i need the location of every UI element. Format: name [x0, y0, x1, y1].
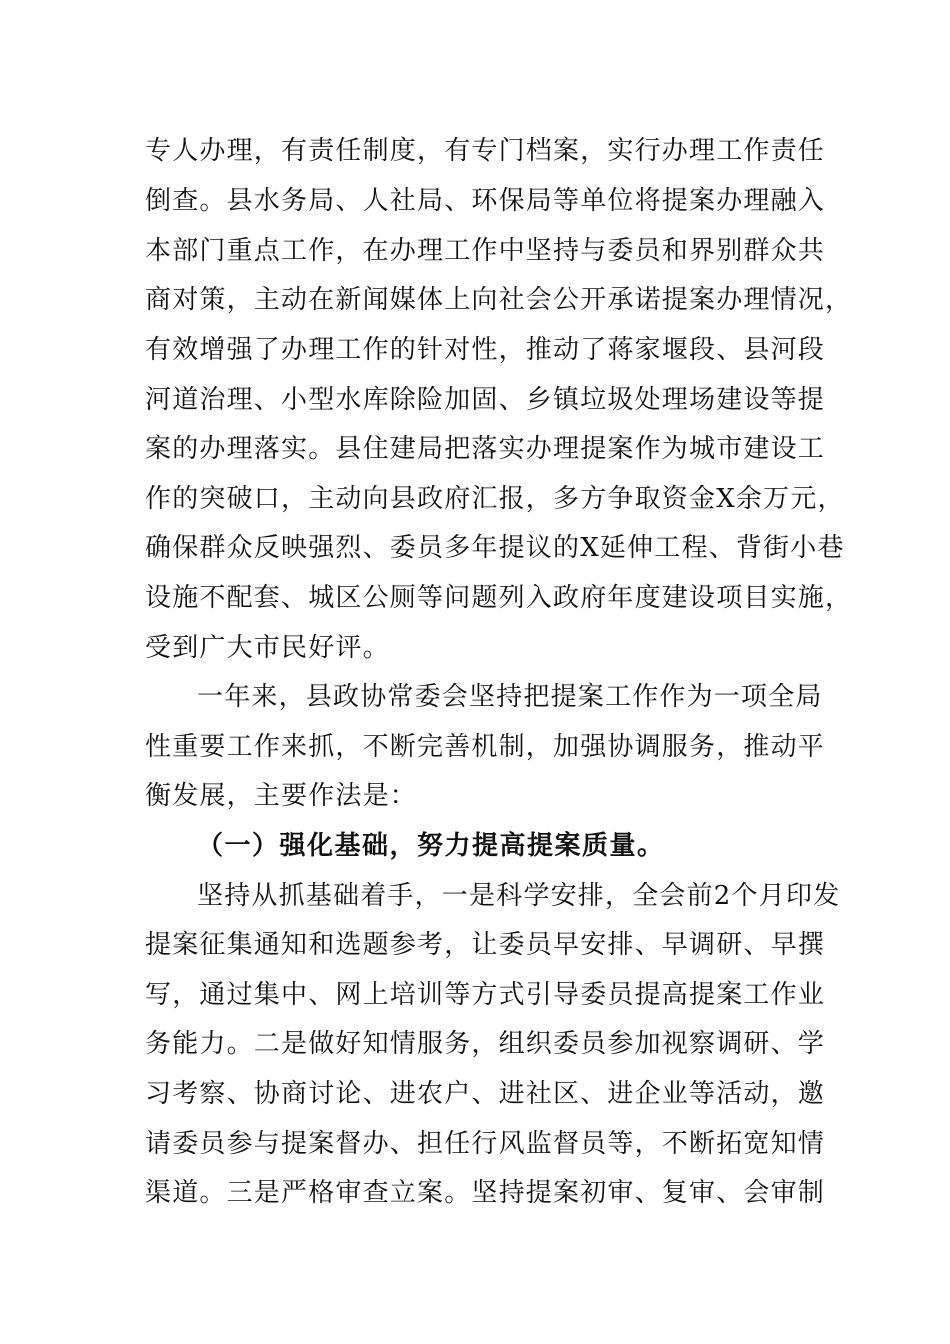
text-line: 习考察、协商讨论、进农户、进社区、进企业等活动，邀 — [145, 1079, 826, 1109]
text-line: 提案征集通知和选题参考，让委员早安排、早调研、早撰 — [145, 930, 826, 960]
text-line: 本部门重点工作，在办理工作中坚持与委员和界别群众共 — [145, 236, 826, 266]
text-line: 确保群众反映强烈、委员多年提议的X延伸工程、背街小巷 — [145, 533, 845, 563]
text-line: 渠道。三是严格审查立案。坚持提案初审、复审、会审制 — [145, 1178, 826, 1208]
text-line: 倒查。县水务局、人社局、环保局等单位将提案办理融入 — [145, 186, 826, 216]
text-line: 务能力。二是做好知情服务，组织委员参加视察调研、学 — [145, 1029, 826, 1059]
paragraph-first-line: 坚持从抓基础着手，一是科学安排，全会前2个月印发 — [197, 881, 841, 911]
text-line: 作的突破口，主动向县政府汇报，多方争取资金X余万元， — [145, 484, 845, 514]
text-line: 河道治理、小型水库除险加固、乡镇垃圾处理场建设等提 — [145, 385, 826, 415]
paragraph-first-line: 一年来，县政协常委会坚持把提案工作作为一项全局 — [197, 682, 823, 712]
text-line: 商对策，主动在新闻媒体上向社会公开承诺提案办理情况， — [145, 285, 853, 315]
text-line: 有效增强了办理工作的针对性，推动了蒋家堰段、县河段 — [145, 335, 826, 365]
text-line: 专人办理，有责任制度，有专门档案，实行办理工作责任 — [145, 136, 826, 166]
text-line: 写，通过集中、网上培训等方式引导委员提高提案工作业 — [145, 980, 826, 1010]
text-line: 性重要工作来抓，不断完善机制，加强协调服务，推动平 — [145, 732, 826, 762]
text-line: 受到广大市民好评。 — [145, 633, 390, 663]
section-heading: （一）强化基础，努力提高提案质量。 — [197, 831, 665, 861]
text-line: 案的办理落实。县住建局把落实办理提案作为城市建设工 — [145, 434, 826, 464]
text-line: 设施不配套、城区公厕等问题列入政府年度建设项目实施， — [145, 583, 853, 613]
text-line: 请委员参与提案督办、担任行风监督员等，不断拓宽知情 — [145, 1129, 826, 1159]
text-line: 衡发展，主要作法是： — [145, 781, 418, 811]
